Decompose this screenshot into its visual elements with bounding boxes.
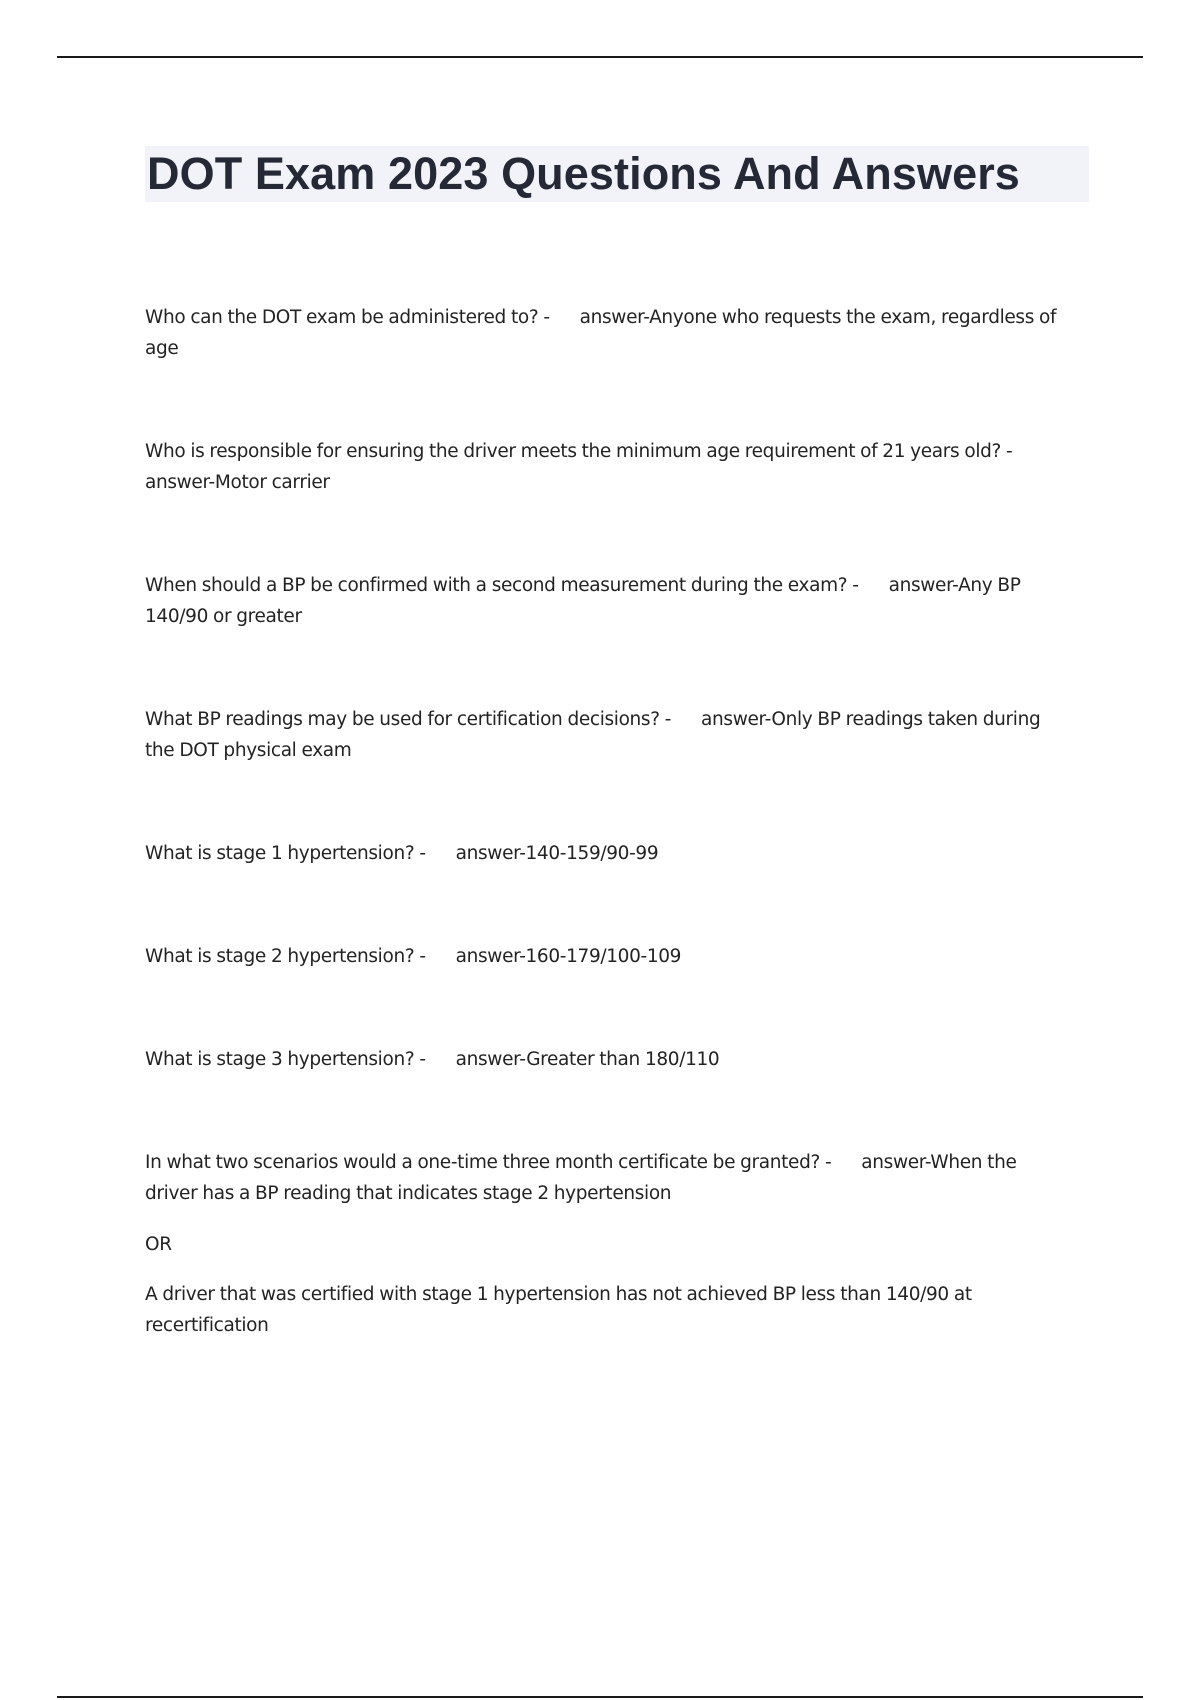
document-title: DOT Exam 2023 Questions And Answers: [147, 148, 1020, 199]
answer-text-cont: the DOT physical exam: [145, 740, 352, 761]
answer-text: answer-Anyone who requests the exam, regardless of: [579, 307, 1057, 328]
qa-item-7: [145, 1044, 1085, 1075]
qa-item-5: [145, 838, 1085, 869]
question-text: Who can the DOT exam be administered to? -: [145, 307, 550, 328]
footer-rule: [57, 1696, 1143, 1698]
answer-cont-line-1: A driver that was certified with stage 1 hypertension has not achieved BP less than 140/90 at: [145, 1284, 972, 1305]
question-text: In what two scenarios would a one-time three month certificate be granted? -: [145, 1152, 832, 1173]
answer-text: answer-When the: [861, 1152, 1017, 1173]
qa-item-3: [145, 570, 1085, 632]
answer-text: answer-Greater than 180/110: [455, 1049, 720, 1070]
question-text: What BP readings may be used for certification decisions? -: [145, 709, 672, 730]
qa-item-6: [145, 941, 1085, 972]
answer-text: answer-160-179/100-109: [455, 946, 682, 967]
question-text: Who is responsible for ensuring the driver meets the minimum age requirement of 21 years old? -: [145, 441, 1013, 462]
answer-text-cont: 140/90 or greater: [145, 606, 302, 627]
answer-cont-line-2: recertification: [145, 1315, 269, 1336]
answer-text: answer-Motor carrier: [145, 472, 330, 493]
answer-text-cont: age: [145, 338, 179, 359]
question-text: What is stage 1 hypertension? -: [145, 843, 426, 864]
answer-continuation: [145, 1279, 1085, 1341]
answer-text-cont: driver has a BP reading that indicates stage 2 hypertension: [145, 1183, 672, 1204]
header-rule: [57, 56, 1143, 58]
answer-text: answer-140-159/90-99: [455, 843, 659, 864]
question-text: When should a BP be confirmed with a second measurement during the exam? -: [145, 575, 859, 596]
qa-item-8: [145, 1147, 1085, 1209]
title-highlight: [145, 146, 1089, 202]
qa-item-1: [145, 302, 1085, 364]
or-label: OR: [145, 1234, 172, 1255]
question-text: What is stage 2 hypertension? -: [145, 946, 426, 967]
question-text: What is stage 3 hypertension? -: [145, 1049, 426, 1070]
qa-item-2: [145, 436, 1085, 498]
qa-item-4: [145, 704, 1085, 766]
answer-text: answer-Any BP: [888, 575, 1021, 596]
answer-text: answer-Only BP readings taken during: [701, 709, 1041, 730]
